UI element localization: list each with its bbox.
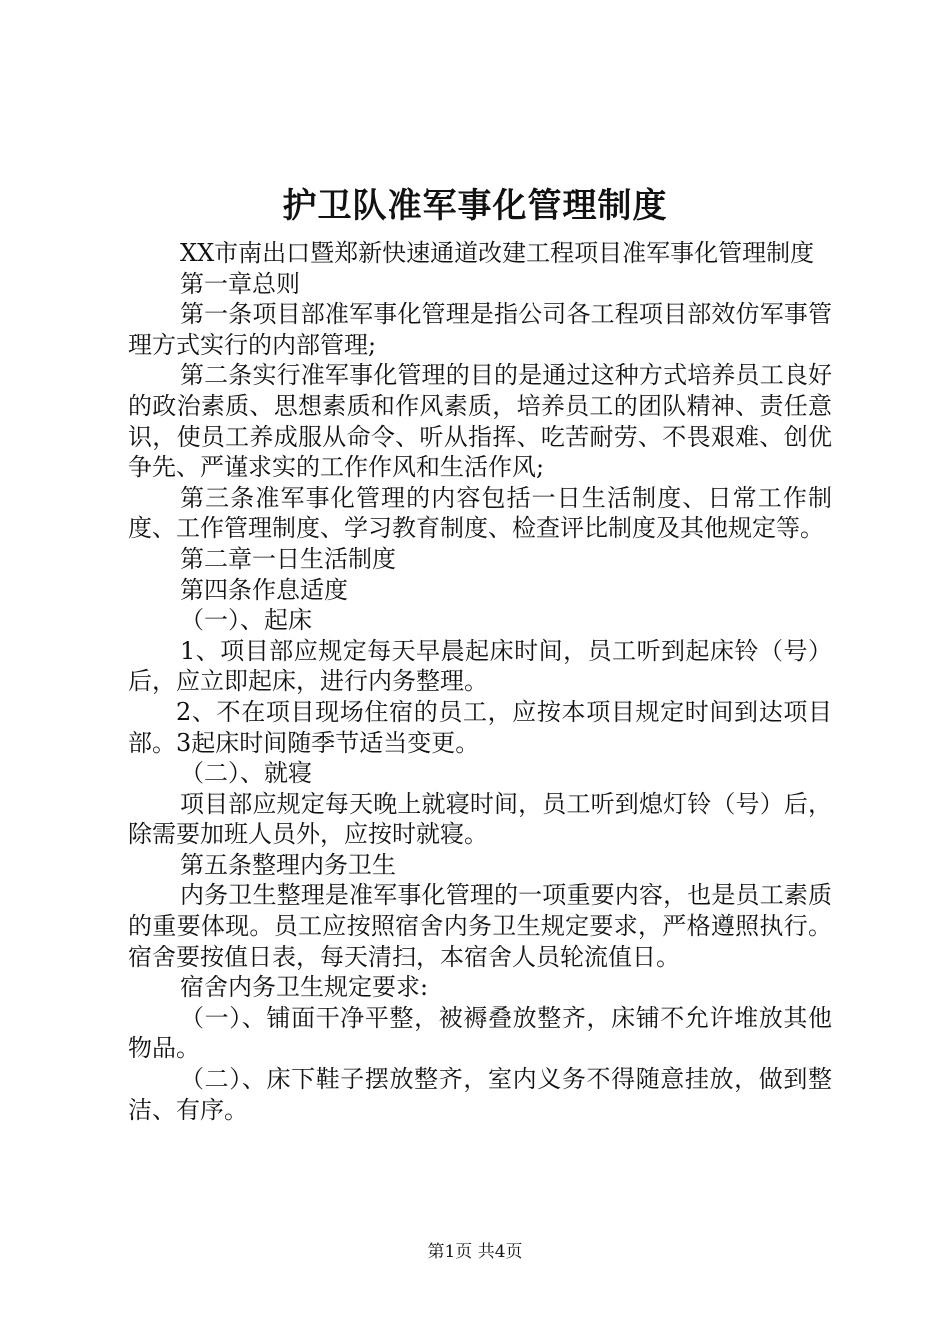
chapter-heading-2: 第二章一日生活制度 xyxy=(180,544,396,573)
dorm-rule-1: （一）、铺面干净平整，被褥叠放整齐，床铺不允许堆放其他物品。 xyxy=(128,1003,832,1063)
section-bedtime: （二）、就寝 xyxy=(180,759,312,788)
document-body xyxy=(128,238,832,1125)
page-number-footer: 第1页 共4页 xyxy=(427,1242,523,1262)
article-1: 第一条项目部准军事化管理是指公司各工程项目部效仿军事管理方式实行的内部管理; xyxy=(128,300,832,359)
document-title: 护卫队准军事化管理制度 xyxy=(282,186,668,226)
article-3: 第三条准军事化管理的内容包括一日生活制度、日常工作制度、工作管理制度、学习教育制度、检查评比制度及其他规定等。 xyxy=(128,483,832,543)
item-bedtime: 项目部应规定每天晚上就寝时间，员工听到熄灯铃（号）后，除需要加班人员外，应按时就寝。 xyxy=(128,789,832,849)
article-5-body: 内务卫生整理是准军事化管理的一项重要内容，也是员工素质的重要体现。员工应按照宿舍内务卫生规定要求，严格遵照执行。宿舍要按值日表，每天清扫，本宿舍人员轮流值日。 xyxy=(128,881,832,971)
paragraph-project-title: XX市南出口暨郑新快速通道改建工程项目准军事化管理制度 xyxy=(180,239,815,267)
section-wake-up: （一）、起床 xyxy=(180,606,312,635)
article-5-heading: 第五条整理内务卫生 xyxy=(180,850,396,879)
dorm-rules-heading: 宿舍内务卫生规定要求: xyxy=(180,973,429,1002)
article-2: 第二条实行准军事化管理的目的是通过这种方式培养员工良好的政治素质、思想素质和作风素质，培养员工的团队精神、责任意识，使员工养成服从命令、听从指挥、吃苦耐劳、不畏艰难、创优争先、严谨求实的工作作风和生活作风; xyxy=(128,361,832,482)
dorm-rule-2: （二）、床下鞋子摆放整齐，室内义务不得随意挂放，做到整洁、有序。 xyxy=(128,1065,832,1124)
item-wake-up-1: 1、项目部应规定每天早晨起床时间，员工听到起床铃（号）后，应立即起床，进行内务整理。 xyxy=(128,636,832,696)
chapter-heading-1: 第一章总则 xyxy=(180,269,300,298)
item-wake-up-2: 2、不在项目现场住宿的员工，应按本项目规定时间到达项目部。3起床时间随季节适当变更。 xyxy=(128,697,832,757)
article-4-heading: 第四条作息适度 xyxy=(180,575,348,604)
